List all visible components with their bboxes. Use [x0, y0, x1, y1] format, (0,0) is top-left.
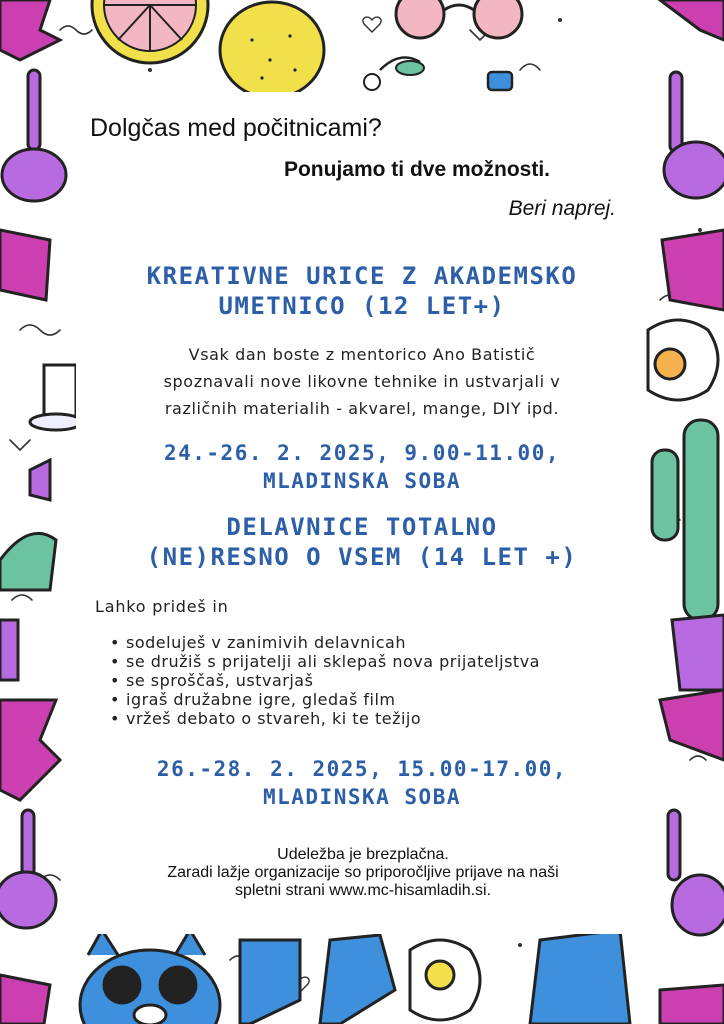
- section1-desc-line3: različnih materialih - akvarel, mange, DIY ipd.: [164, 399, 560, 418]
- footer-line1: Udeležba je brezplačna.: [277, 846, 449, 863]
- section1-date: [76, 439, 648, 495]
- section2-intro: Lahko prideš in: [95, 597, 229, 616]
- list-item: • sodeluješ v zanimivih delavnicah: [106, 633, 540, 652]
- section1-desc-line2: spoznavali nove likovne tehnike in ustvarjali v: [163, 372, 561, 391]
- sneaker-icon: [240, 940, 300, 1024]
- footer-line3: spletni strani www.mc-hisamladih.si.: [234, 882, 492, 899]
- list-item: • vržeš debato o stvareh, ki te težijo: [106, 709, 540, 728]
- section1-title: [76, 261, 648, 321]
- broken-heart-icon: [0, 0, 60, 60]
- section1-title-line2: UMETNICO (12 LET+): [218, 292, 506, 320]
- section1-date-line2: MLADINSKA SOBA: [262, 469, 461, 493]
- read-on-text: Beri naprej.: [508, 197, 616, 220]
- section2-date-line2: MLADINSKA SOBA: [262, 785, 461, 809]
- list-item: • se družiš s prijatelji ali sklepaš nova prijateljstva: [106, 652, 540, 671]
- cherries-icon: [364, 58, 424, 91]
- section1-desc-line1: Vsak dan boste z mentorico Ano Batistič: [188, 345, 536, 364]
- hand-mirror-icon: [488, 72, 512, 90]
- section2-date-line1: 26.-28. 2. 2025, 15.00-17.00,: [156, 757, 568, 781]
- cat-with-glasses-icon: [80, 930, 220, 1024]
- section2-title: [76, 512, 648, 572]
- sock-icon: [320, 935, 395, 1024]
- section2-date: [76, 755, 648, 811]
- list-item: • igraš družabne igre, gledaš film: [106, 690, 540, 709]
- section2-title-line2: (NE)RESNO O VSEM (14 LET +): [146, 543, 578, 571]
- list-item: • se sproščaš, ustvarjaš: [106, 671, 540, 690]
- section1-title-line1: KREATIVNE URICE Z AKADEMSKO: [146, 262, 578, 290]
- section2-title-line1: DELAVNICE TOTALNO: [226, 513, 498, 541]
- headline-offer: Ponujamo ti dve možnosti.: [283, 158, 550, 181]
- fried-egg-icon: [648, 320, 718, 400]
- sunglasses-icon: [396, 0, 522, 38]
- footer-note: [140, 846, 586, 900]
- activity-list: [106, 633, 540, 728]
- section1-date-line1: 24.-26. 2. 2025, 9.00-11.00,: [163, 441, 560, 465]
- section1-description: [90, 341, 634, 422]
- footer-line2: Zaradi lažje organizacije so priporočljive prijave na naši: [167, 864, 559, 881]
- cactus-pot-icon: [652, 420, 724, 690]
- lemon-slice-icon: [92, 0, 208, 63]
- headline-question: Dolgčas med počitnicami?: [90, 114, 382, 142]
- lemon-icon: [220, 2, 324, 98]
